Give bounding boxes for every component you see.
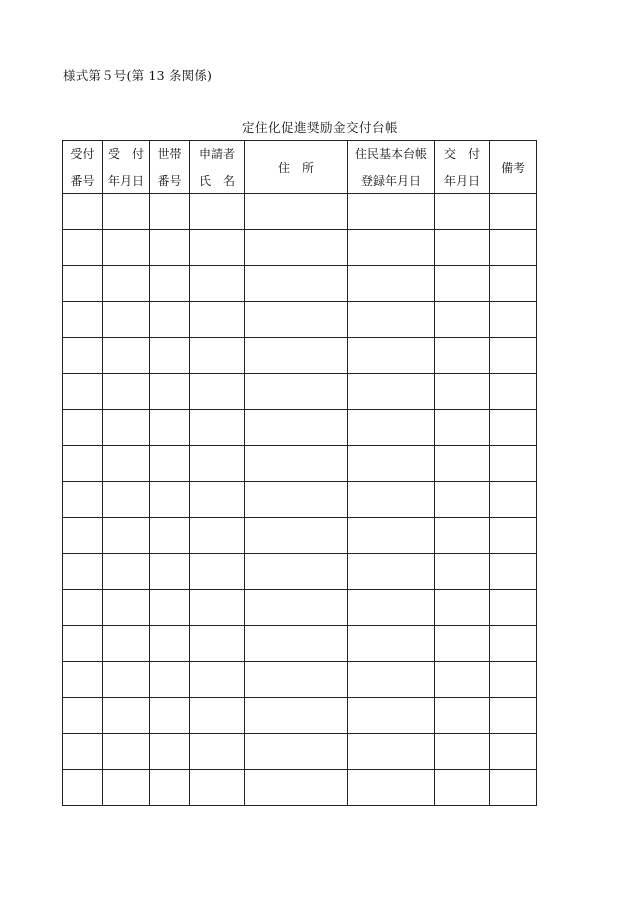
table-cell (150, 230, 190, 266)
table-cell (150, 302, 190, 338)
table-cell (63, 302, 103, 338)
table-cell (150, 698, 190, 734)
table-cell (490, 266, 537, 302)
table-cell (348, 626, 435, 662)
table-cell (63, 266, 103, 302)
table-cell (63, 518, 103, 554)
table-cell (435, 302, 490, 338)
table-row (63, 410, 537, 446)
col-header-issue-date: 交 付 年月日 (435, 141, 490, 194)
table-cell (150, 194, 190, 230)
table-cell (490, 338, 537, 374)
table-cell (103, 662, 150, 698)
table-cell (490, 302, 537, 338)
table-cell (103, 770, 150, 806)
table-cell (190, 266, 245, 302)
table-row (63, 230, 537, 266)
table-cell (348, 302, 435, 338)
table-cell (103, 554, 150, 590)
table-row (63, 338, 537, 374)
table-cell (190, 734, 245, 770)
table-cell (63, 770, 103, 806)
table-cell (63, 698, 103, 734)
table-cell (63, 590, 103, 626)
table-cell (63, 626, 103, 662)
table-cell (490, 230, 537, 266)
table-row (63, 698, 537, 734)
table-cell (490, 626, 537, 662)
table-row (63, 626, 537, 662)
table-cell (103, 230, 150, 266)
table-cell (435, 230, 490, 266)
table-cell (103, 698, 150, 734)
col-header-household-number: 世帯 番号 (150, 141, 190, 194)
table-cell (190, 302, 245, 338)
col-header-receipt-number: 受付 番号 (63, 141, 103, 194)
table-cell (348, 338, 435, 374)
form-number: 様式第５号(第 13 条関係) (63, 68, 213, 83)
table-cell (150, 410, 190, 446)
table-cell (245, 554, 348, 590)
table-cell (190, 626, 245, 662)
table-cell (63, 194, 103, 230)
col-header-applicant-name: 申請者 氏 名 (190, 141, 245, 194)
col-header-resident-registry-date: 住民基本台帳 登録年月日 (348, 141, 435, 194)
table-cell (245, 194, 348, 230)
table-cell (103, 446, 150, 482)
table-cell (63, 554, 103, 590)
table-row (63, 734, 537, 770)
table-cell (63, 374, 103, 410)
table-cell (435, 482, 490, 518)
table-cell (103, 302, 150, 338)
table-cell (103, 266, 150, 302)
table-cell (245, 770, 348, 806)
table-row (63, 590, 537, 626)
table-cell (348, 194, 435, 230)
table-cell (435, 410, 490, 446)
table-cell (245, 590, 348, 626)
table-cell (490, 734, 537, 770)
table-cell (490, 194, 537, 230)
ledger-body (63, 194, 537, 806)
table-row (63, 302, 537, 338)
table-cell (348, 554, 435, 590)
table-row (63, 662, 537, 698)
table-cell (348, 590, 435, 626)
table-cell (245, 302, 348, 338)
table-cell (348, 230, 435, 266)
table-cell (245, 338, 348, 374)
table-cell (63, 230, 103, 266)
table-cell (150, 590, 190, 626)
col-header-remarks: 備考 (490, 141, 537, 194)
table-cell (490, 770, 537, 806)
table-cell (245, 374, 348, 410)
table-cell (190, 770, 245, 806)
table-cell (63, 410, 103, 446)
table-cell (190, 554, 245, 590)
table-cell (348, 410, 435, 446)
table-cell (103, 734, 150, 770)
table-cell (190, 482, 245, 518)
table-row (63, 554, 537, 590)
table-row (63, 482, 537, 518)
table-cell (245, 698, 348, 734)
table-cell (348, 374, 435, 410)
table-cell (63, 446, 103, 482)
table-cell (348, 482, 435, 518)
table-cell (245, 482, 348, 518)
table-cell (435, 338, 490, 374)
table-cell (245, 626, 348, 662)
table-cell (435, 626, 490, 662)
table-cell (348, 698, 435, 734)
table-cell (490, 554, 537, 590)
table-row (63, 770, 537, 806)
table-cell (245, 662, 348, 698)
table-cell (103, 626, 150, 662)
table-cell (490, 698, 537, 734)
table-cell (348, 266, 435, 302)
table-cell (435, 194, 490, 230)
table-cell (435, 374, 490, 410)
table-cell (150, 626, 190, 662)
ledger-title: 定住化促進奨励金交付台帳 (241, 120, 398, 135)
table-cell (190, 194, 245, 230)
table-cell (150, 338, 190, 374)
table-cell (490, 374, 537, 410)
table-cell (348, 662, 435, 698)
table-cell (103, 482, 150, 518)
table-row (63, 266, 537, 302)
table-cell (490, 518, 537, 554)
table-cell (190, 698, 245, 734)
table-cell (348, 446, 435, 482)
table-row (63, 446, 537, 482)
col-header-receipt-date: 受 付 年月日 (103, 141, 150, 194)
table-cell (150, 554, 190, 590)
table-cell (245, 734, 348, 770)
table-cell (190, 590, 245, 626)
table-cell (190, 446, 245, 482)
table-cell (103, 518, 150, 554)
ledger-table (62, 140, 537, 806)
table-cell (63, 338, 103, 374)
table-cell (490, 590, 537, 626)
table-row (63, 374, 537, 410)
table-cell (490, 482, 537, 518)
table-cell (190, 518, 245, 554)
table-cell (63, 662, 103, 698)
table-cell (150, 770, 190, 806)
table-cell (150, 374, 190, 410)
table-cell (245, 410, 348, 446)
table-cell (190, 374, 245, 410)
table-cell (245, 518, 348, 554)
table-cell (490, 446, 537, 482)
table-cell (150, 734, 190, 770)
table-cell (190, 410, 245, 446)
table-cell (435, 446, 490, 482)
table-cell (150, 482, 190, 518)
table-cell (103, 338, 150, 374)
table-cell (435, 698, 490, 734)
table-cell (103, 194, 150, 230)
table-cell (348, 770, 435, 806)
table-cell (150, 518, 190, 554)
table-cell (348, 734, 435, 770)
table-cell (63, 734, 103, 770)
table-cell (103, 590, 150, 626)
table-cell (150, 662, 190, 698)
table-row (63, 518, 537, 554)
table-cell (490, 662, 537, 698)
table-cell (190, 230, 245, 266)
table-cell (150, 446, 190, 482)
table-cell (150, 266, 190, 302)
table-cell (190, 662, 245, 698)
table-cell (435, 770, 490, 806)
table-cell (435, 554, 490, 590)
table-cell (490, 410, 537, 446)
table-cell (63, 482, 103, 518)
table-cell (435, 662, 490, 698)
col-header-address: 住 所 (245, 141, 348, 194)
table-cell (435, 734, 490, 770)
table-row (63, 194, 537, 230)
table-cell (245, 446, 348, 482)
table-cell (103, 410, 150, 446)
table-cell (190, 338, 245, 374)
table-cell (245, 230, 348, 266)
table-cell (435, 590, 490, 626)
header-row (63, 141, 537, 194)
table-cell (435, 518, 490, 554)
table-cell (435, 266, 490, 302)
table-cell (245, 266, 348, 302)
table-cell (348, 518, 435, 554)
table-cell (103, 374, 150, 410)
